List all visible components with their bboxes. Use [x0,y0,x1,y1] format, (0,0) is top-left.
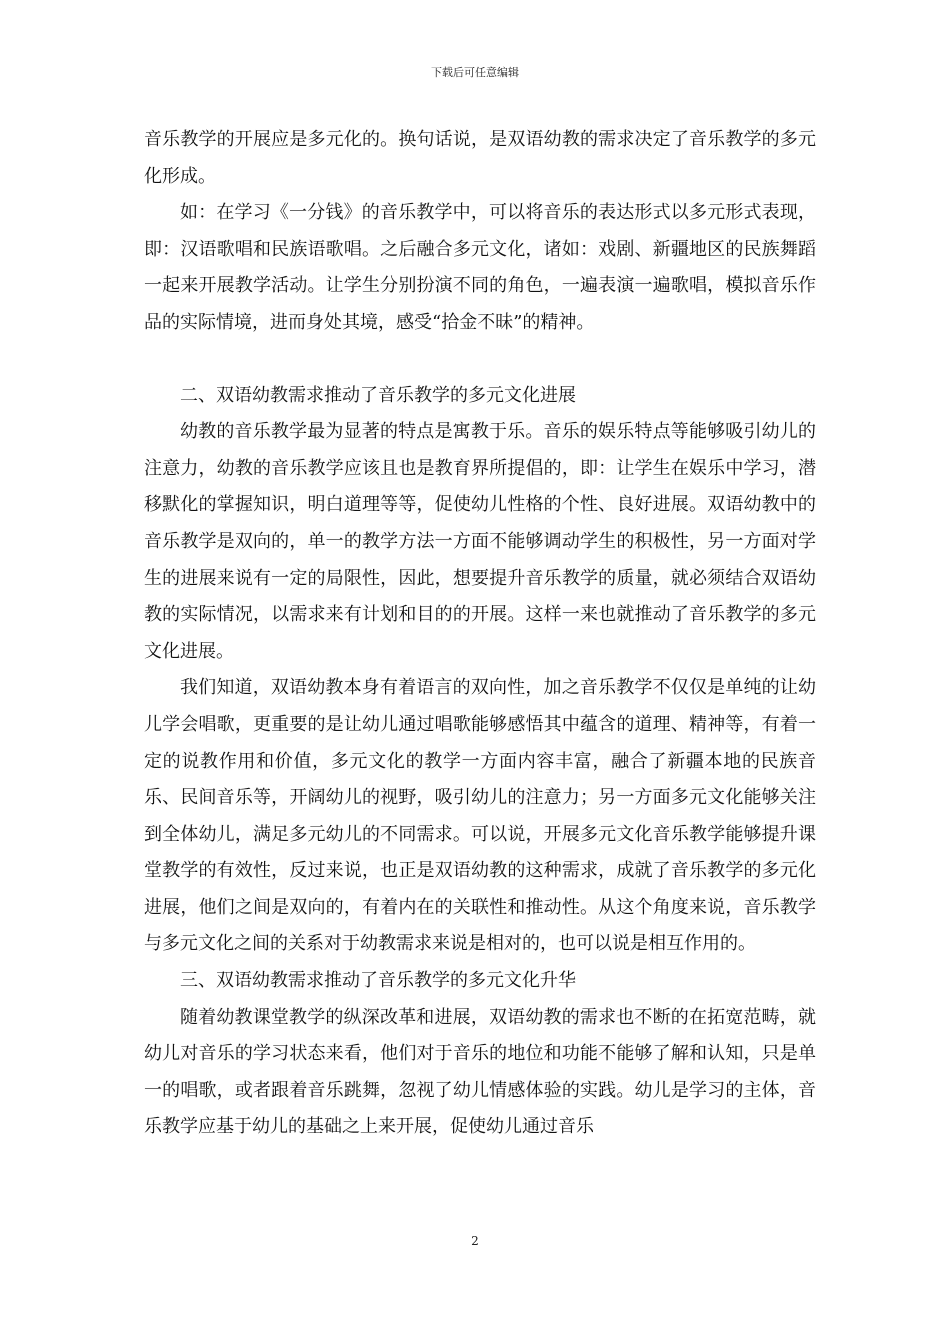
section-heading: 三、双语幼教需求推动了音乐教学的多元文化升华 [180,970,576,992]
page-number: 2 [471,1234,479,1248]
paragraph: 如：在学习《一分钱》的音乐教学中，可以将音乐的表达形式以多元形式表现，即：汉语歌唱和民族语歌唱。之后融合多元文化，诸如：戏剧、新疆地区的民族舞蹈一起来开展教学活动。让学生分别扮演不同的角色，一遍表演一遍歌唱，模拟音乐作品的实际情境，进而身处其境，感受“拾金不昧”的精神。 [144,202,816,333]
paragraph: 随着幼教课堂教学的纵深改革和进展，双语幼教的需求也不断的在拓宽范畴，就幼儿对音乐的学习状态来看，他们对于音乐的地位和功能不能够了解和认知，只是单一的唱歌，或者跟着音乐跳舞，忽视了幼儿情感体验的实践。幼儿是学习的主体，音乐教学应基于幼儿的基础之上来开展，促使幼儿通过音乐 [144,1006,816,1138]
paragraph: 幼教的音乐教学最为显著的特点是寓教于乐。音乐的娱乐特点等能够吸引幼儿的注意力，幼教的音乐教学应该且也是教育界所提倡的，即：让学生在娱乐中学习，潜移默化的掌握知识，明白道理等等，促使幼儿性格的个性、良好进展。双语幼教中的音乐教学是双向的，单一的教学方法一方面不能够调动学生的积极性，另一方面对学生的进展来说有一定的局限性，因此，想要提升音乐教学的质量，就必须结合双语幼教的实际情况，以需求来有计划和目的的开展。这样一来也就推动了音乐教学的多元文化进展。 [144,421,816,662]
page-header: 下载后可任意编辑 [431,66,519,79]
document-body [144,122,816,1146]
section-heading: 二、双语幼教需求推动了音乐教学的多元文化进展 [180,384,576,406]
paragraph: 我们知道，双语幼教本身有着语言的双向性，加之音乐教学不仅仅是单纯的让幼儿学会唱歌，更重要的是让幼儿通过唱歌能够感悟其中蕴含的道理、精神等，有着一定的说教作用和价值，多元文化的教学一方面内容丰富，融合了新疆本地的民族音乐、民间音乐等，开阔幼儿的视野，吸引幼儿的注意力；另一方面多元文化能够关注到全体幼儿，满足多元幼儿的不同需求。可以说，开展多元文化音乐教学能够提升课堂教学的有效性，反过来说，也正是双语幼教的这种需求，成就了音乐教学的多元化进展，他们之间是双向的，有着内在的关联性和推动性。从这个角度来说，音乐教学与多元文化之间的关系对于幼教需求来说是相对的，也可以说是相互作用的。 [144,677,816,955]
paragraph-gap [144,342,816,378]
paragraph: 音乐教学的开展应是多元化的。换句话说，是双语幼教的需求决定了音乐教学的多元化形成。 [144,129,816,187]
